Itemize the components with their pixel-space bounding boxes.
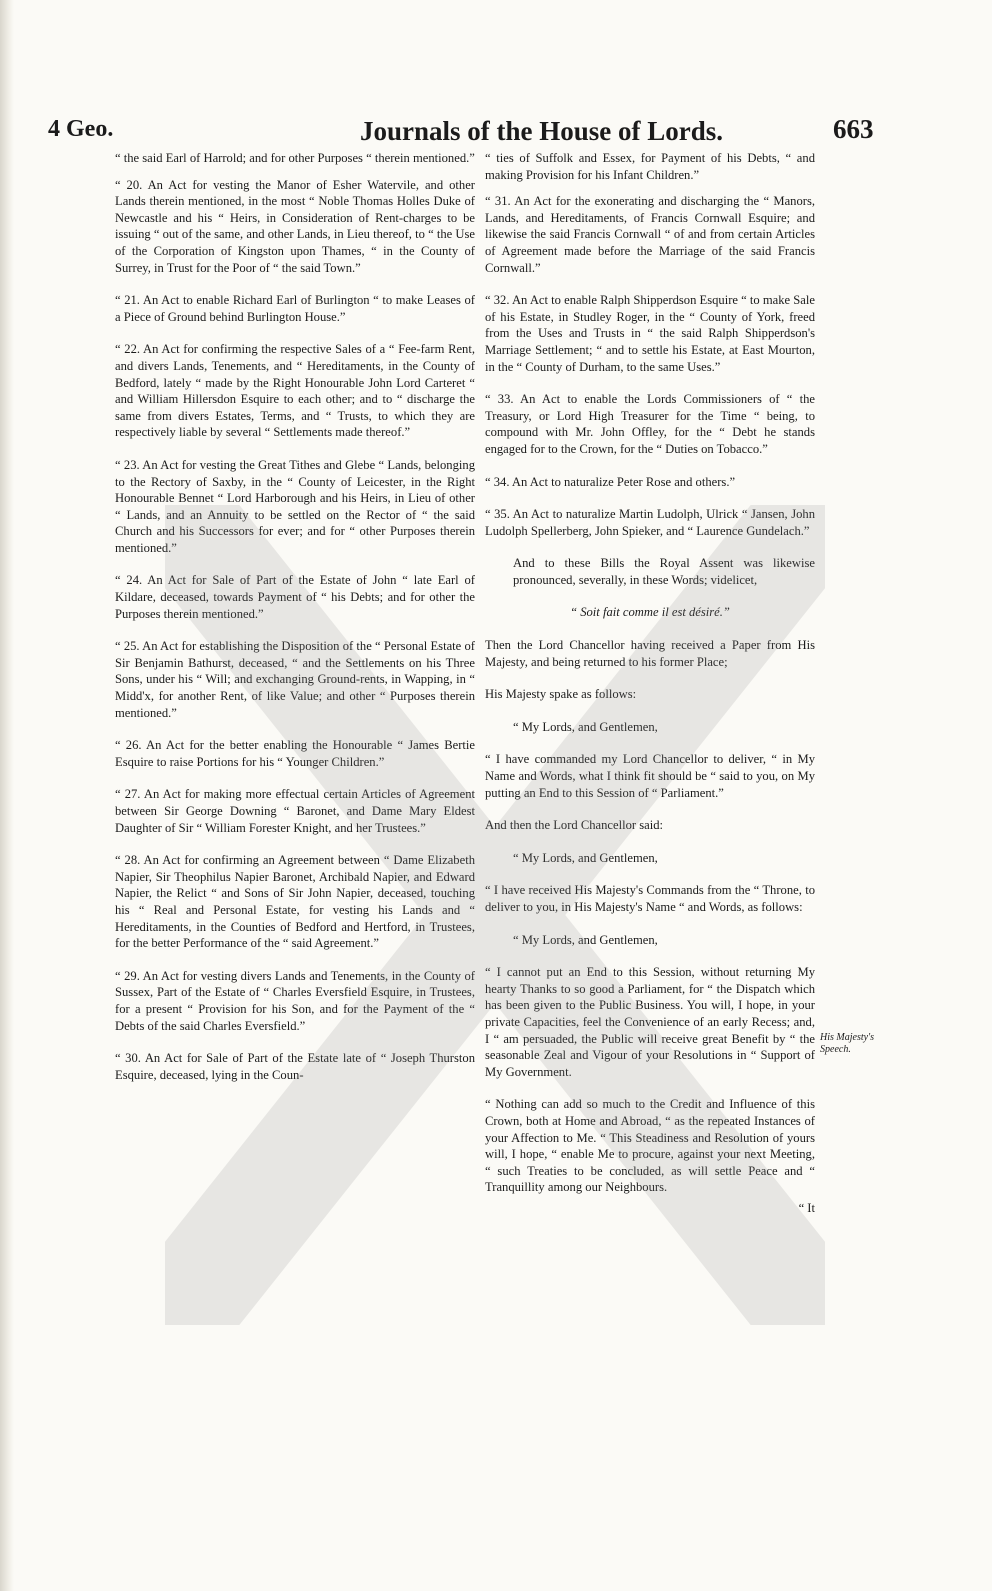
act-30-continuation: “ ties of Suffolk and Essex, for Payment of his Debts, “ and making Provision for his Infant Children.”	[485, 151, 815, 182]
act-24: “ 24. An Act for Sale of Part of the Estate of John “ late Earl of Kildare, deceased, towards Payment of “ his Debts; and for other the Purposes therein mentioned.”	[115, 573, 475, 621]
right-column	[485, 150, 815, 1233]
margin-note-speech: His Majesty's Speech.	[820, 1032, 875, 1055]
chancellor-said: And then the Lord Chancellor said:	[485, 818, 664, 833]
act-21: “ 21. An Act to enable Richard Earl of Burlington “ to make Leases of a Piece of Ground behind Burlington House.”	[115, 293, 475, 324]
act-27: “ 27. An Act for making more effectual certain Articles of Agreement between Sir George Downing “ Baronet, and Dame Mary Eldest Daughter of Sir “ William Forester Knight, and her Trustees.”	[115, 787, 475, 835]
act-32: “ 32. An Act to enable Ralph Shipperdson Esquire “ to make Sale of his Estate, in Studley Roger, in the “ County of York, freed from the Uses and Trusts in “ the said Ralph Shipperdson's Marriage Settlement; “ and to settle his Estate, at East Mourton, in the “ County of Durham, to the same Uses.”	[485, 293, 815, 374]
act-26: “ 26. An Act for the better enabling the Honourable “ James Bertie Esquire to raise Portions for his “ Younger Children.”	[115, 738, 475, 769]
act-28: “ 28. An Act for confirming an Agreement between “ Dame Elizabeth Napier, Sir Theophilus Napier Baronet, Archibald Napier, and Edward Napier, the Relict “ and Sons of Sir John Napier, deceased, touching his “ Real and Personal Estate, for vesting his Lands and “ Hereditaments, in the Counties of Bedford and Hertford, in Trustees, for the better Performance of the “ said Agreement.”	[115, 853, 475, 951]
act-continuation: “ the said Earl of Harrold; and for other Purposes “ therein mentioned.”	[115, 151, 475, 165]
act-29: “ 29. An Act for vesting divers Lands and Tenements, in the County of Sussex, Part of the Estate of “ Charles Eversfield Esquire, in Trustees, for a present “ Provision for his Son, and for the Payment of the “ Debts of the said Charles Eversfield.”	[115, 968, 475, 1033]
address-my-lords-1: “ My Lords, and Gentlemen,	[513, 719, 658, 734]
act-31: “ 31. An Act for the exonerating and discharging the “ Manors, Lands, and Hereditaments, of Francis Cornwall Esquire; and likewise the said Francis Cornwall “ of and from certain Articles of Agreement made before the Marriage of the said Francis Cornwall.”	[485, 194, 815, 275]
received-paragraph: “ I have received His Majesty's Commands from the “ Throne, to deliver to you, in His Majesty's Name “ and Words, as follows:	[485, 883, 815, 914]
act-23: “ 23. An Act for vesting the Great Tithes and Glebe “ Lands, belonging to the Rectory of Saxby, in the “ County of Leicester, in the Right Honourable Bennet “ Lord Harborough and his Heirs, in Lieu of other “ Lands, and an Annuity to be settled on the Rector of “ the said Church and his Successors for ever; and for “ other Purposes therein mentioned.”	[115, 457, 475, 555]
majesty-spake: His Majesty spake as follows:	[485, 687, 637, 702]
act-30: “ 30. An Act for Sale of Part of the Estate late of “ Joseph Thurston Esquire, deceased, lying in the Coun-	[115, 1051, 475, 1082]
address-my-lords-3: “ My Lords, and Gentlemen,	[513, 932, 658, 947]
act-33: “ 33. An Act to enable the Lords Commissioners of “ the Treasury, or Lord High Treasurer for the Time “ being, to compound with Mr. John Offley, for the “ Debt he stands engaged for to the Crown, for the “ Duties on Tobacco.”	[485, 392, 815, 456]
page-header	[40, 110, 874, 150]
page-number: 663	[833, 114, 874, 144]
left-column	[115, 150, 475, 1099]
chancellor-paper: Then the Lord Chancellor having received a Paper from His Majesty, and being returned to his former Place;	[485, 638, 815, 669]
act-35: “ 35. An Act to naturalize Martin Ludolph, Ulrick “ Jansen, John Ludolph Spellerberg, John Spieker, and “ Laurence Gundelach.”	[485, 507, 815, 538]
act-20: “ 20. An Act for vesting the Manor of Esher Watervile, and other Lands therein mentioned, in the most “ Noble Thomas Holles Duke of Newcastle and his “ Heirs, in Consideration of Rent-charges to be issuing “ out of the same, and other Lands, in Lieu thereof, to “ the Use of the Corporation of Kingston upon Thames, “ in the County of Surrey, in Trust for the Poor of “ the said Town.”	[115, 177, 475, 275]
page-binding-shadow	[0, 0, 14, 1591]
catchword: “ It	[798, 1200, 815, 1215]
act-22: “ 22. An Act for confirming the respective Sales of a “ Fee-farm Rent, and divers Lands, Tenements, and “ Hereditaments, in the County of Bedford, lately “ made by the Right Honourable John Lord Carteret “ and William Hillersdon Esquire to each other; and to “ discharge the same from divers Estates, Terms, and “ Trusts, to which they are respectively liable by several “ Settlements made thereof.”	[115, 342, 475, 440]
commanded-paragraph: “ I have commanded my Lord Chancellor to deliver, “ in My Name and Words, what I think fit should be “ said to you, on My putting an End to this Session of “ Parliament.”	[485, 752, 815, 800]
running-title: Journals of the House of Lords.	[360, 116, 724, 146]
speech-paragraph-1: “ I cannot put an End to this Session, without returning My hearty Thanks to so good a Parliament, for “ the Dispatch which has been given to the Public Business. You will, I hope, in your private Capacities, feel the Convenience of an early Recess; and, I “ am persuaded, the Public will receive great Benefit by “ the seasonable Zeal and Vigour of your Resolutions in “ Support of My Government.	[485, 965, 815, 1079]
royal-assent-formula: “ Soit fait comme il est désiré.”	[570, 605, 730, 620]
act-25: “ 25. An Act for establishing the Disposition of the “ Personal Estate of Sir Benjamin Bathurst, deceased, “ and the Settlements on his Three Sons, under his “ Will; and exchanging Ground-rents, in Wapping, in “ Midd'x, for another Rent, of like Value; and other “ Purposes therein mentioned.”	[115, 639, 475, 720]
address-my-lords-2: “ My Lords, and Gentlemen,	[513, 850, 658, 865]
speech-paragraph-2: “ Nothing can add so much to the Credit and Influence of this Crown, both at Home and Abroad, “ as the repeated Instances of your Affection to Me. “ This Steadiness and Resolution of yours will, I hope, “ enable Me to procure, against your next Meeting, “ such Treaties to be concluded, as will settle Peace and “ Tranquillity among our Neighbours.	[485, 1097, 815, 1195]
regnal-year: 4 Geo.	[48, 116, 114, 142]
royal-assent-intro: And to these Bills the Royal Assent was likewise pronounced, severally, in these Words; videlicet,	[513, 556, 815, 587]
act-34: “ 34. An Act to naturalize Peter Rose and others.”	[485, 474, 736, 489]
